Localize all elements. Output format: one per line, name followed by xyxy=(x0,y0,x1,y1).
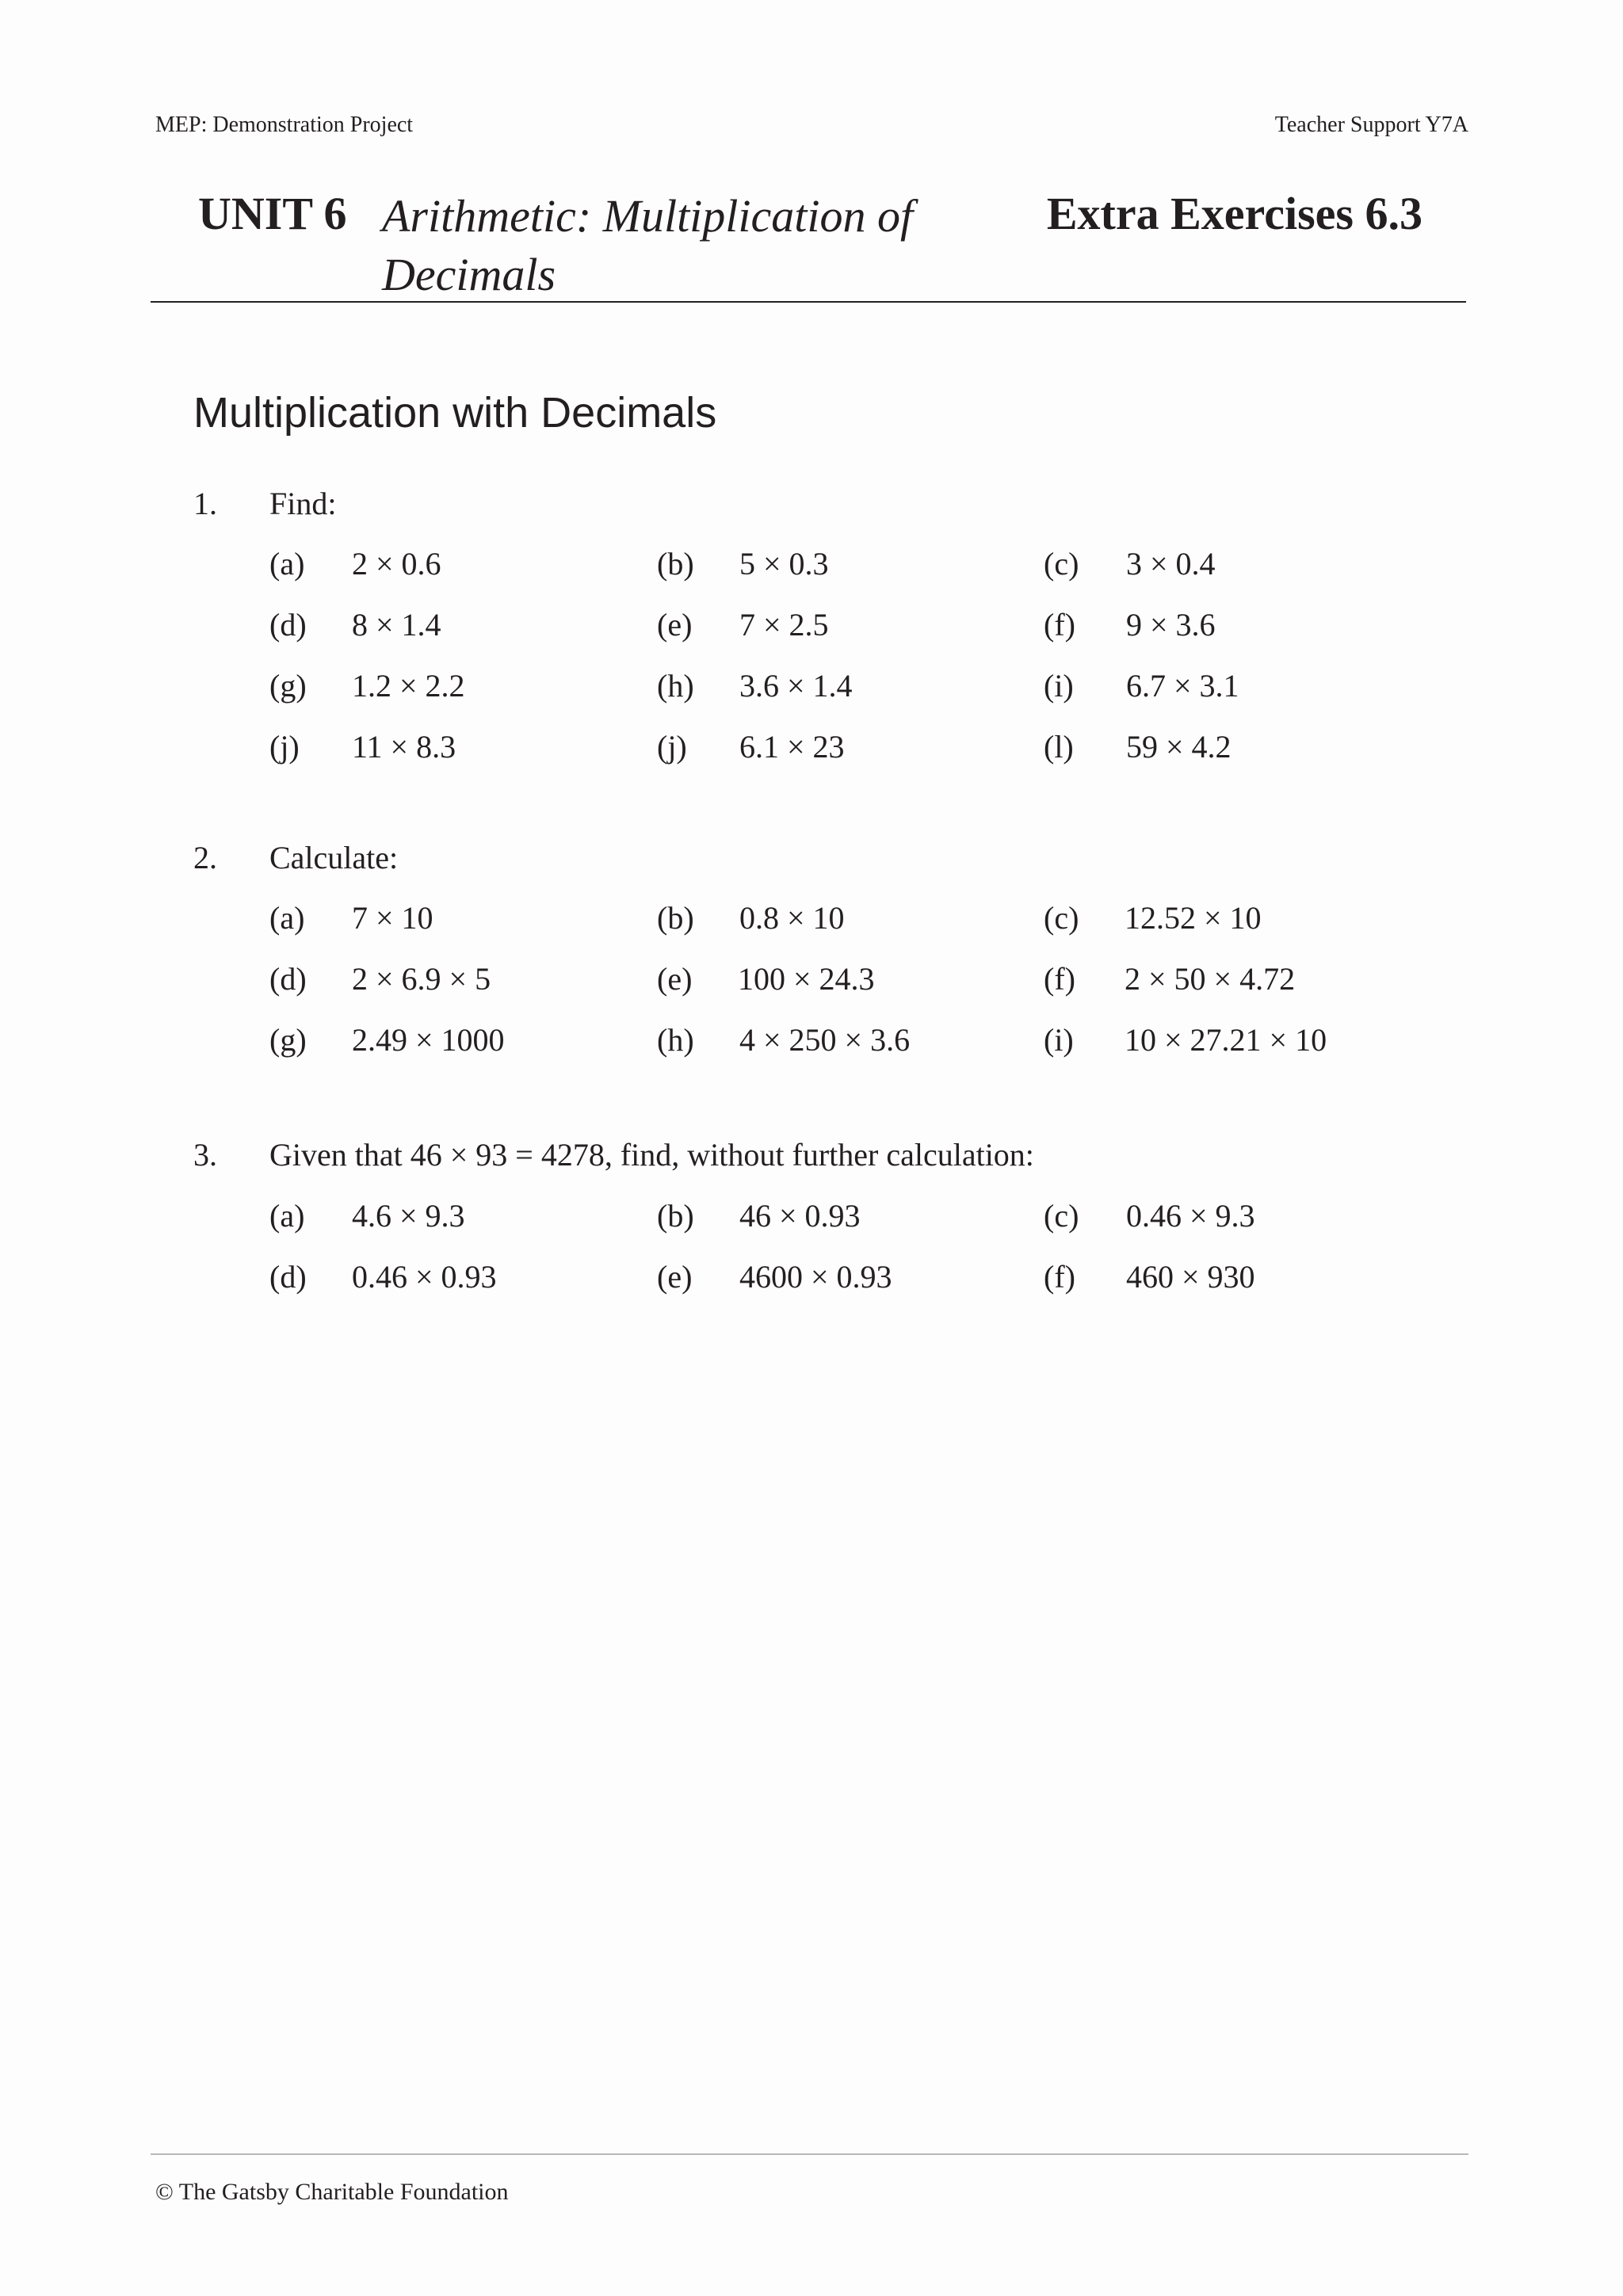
part-label: (b) xyxy=(657,900,694,936)
question-prompt: Given that 46 × 93 = 4278, find, without further calculation: xyxy=(269,1137,1034,1173)
title-divider xyxy=(151,301,1466,303)
footer-divider xyxy=(151,2153,1468,2155)
question-prompt: Find: xyxy=(269,486,337,521)
part-expression: 8 × 1.4 xyxy=(352,607,441,643)
part-expression: 12.52 × 10 xyxy=(1125,900,1262,936)
part-expression: 2.49 × 1000 xyxy=(352,1022,505,1058)
part-expression: 5 × 0.3 xyxy=(739,546,829,582)
exercise-title: Extra Exercises 6.3 xyxy=(1046,188,1423,239)
part-expression: 100 × 24.3 xyxy=(738,961,875,997)
part-expression: 7 × 2.5 xyxy=(739,607,829,643)
part-label: (c) xyxy=(1044,900,1079,936)
part-label: (h) xyxy=(657,1022,694,1058)
part-label: (j) xyxy=(269,729,300,765)
part-label: (c) xyxy=(1044,546,1079,582)
part-label: (d) xyxy=(269,961,307,997)
part-label: (f) xyxy=(1044,1259,1075,1295)
part-expression: 4.6 × 9.3 xyxy=(352,1198,465,1234)
part-expression: 4 × 250 × 3.6 xyxy=(739,1022,911,1058)
part-expression: 2 × 50 × 4.72 xyxy=(1125,961,1296,997)
part-expression: 2 × 0.6 xyxy=(352,546,441,582)
part-expression: 0.8 × 10 xyxy=(739,900,845,936)
part-expression: 7 × 10 xyxy=(352,900,433,936)
part-expression: 9 × 3.6 xyxy=(1126,607,1216,643)
part-label: (i) xyxy=(1044,1022,1074,1058)
part-label: (d) xyxy=(269,607,307,643)
footer-copyright: © The Gatsby Charitable Foundation xyxy=(155,2179,509,2205)
part-label: (g) xyxy=(269,668,307,704)
part-label: (e) xyxy=(657,1259,693,1295)
part-expression: 3.6 × 1.4 xyxy=(739,668,853,704)
part-expression: 6.7 × 3.1 xyxy=(1126,668,1239,704)
question-number: 3. xyxy=(193,1137,217,1173)
unit-topic-title: Arithmetic: Multiplication of Decimals xyxy=(382,190,914,300)
part-expression: 59 × 4.2 xyxy=(1126,729,1232,765)
running-header-left: MEP: Demonstration Project xyxy=(155,113,414,137)
part-label: (e) xyxy=(657,961,693,997)
part-label: (f) xyxy=(1044,607,1075,643)
part-label: (d) xyxy=(269,1259,307,1295)
part-label: (j) xyxy=(657,729,687,765)
part-label: (i) xyxy=(1044,668,1074,704)
part-expression: 11 × 8.3 xyxy=(352,729,456,765)
part-label: (l) xyxy=(1044,729,1074,765)
part-expression: 1.2 × 2.2 xyxy=(352,668,465,704)
part-label: (b) xyxy=(657,546,694,582)
part-expression: 2 × 6.9 × 5 xyxy=(352,961,491,997)
unit-label: UNIT 6 xyxy=(198,188,347,239)
part-label: (e) xyxy=(657,607,693,643)
question-number: 2. xyxy=(193,840,217,875)
part-label: (f) xyxy=(1044,961,1075,997)
part-expression: 0.46 × 9.3 xyxy=(1126,1198,1255,1234)
part-expression: 3 × 0.4 xyxy=(1126,546,1216,582)
part-expression: 4600 × 0.93 xyxy=(739,1259,892,1295)
part-label: (h) xyxy=(657,668,694,704)
part-expression: 10 × 27.21 × 10 xyxy=(1125,1022,1327,1058)
part-label: (g) xyxy=(269,1022,307,1058)
question-number: 1. xyxy=(193,486,217,521)
part-expression: 0.46 × 0.93 xyxy=(352,1259,497,1295)
part-expression: 460 × 930 xyxy=(1126,1259,1255,1295)
part-label: (c) xyxy=(1044,1198,1079,1234)
part-expression: 46 × 0.93 xyxy=(739,1198,861,1234)
part-expression: 6.1 × 23 xyxy=(739,729,845,765)
part-label: (a) xyxy=(269,546,305,582)
part-label: (a) xyxy=(269,900,305,936)
section-heading: Multiplication with Decimals xyxy=(193,389,717,437)
part-label: (a) xyxy=(269,1198,305,1234)
part-label: (b) xyxy=(657,1198,694,1234)
running-header-right: Teacher Support Y7A xyxy=(1274,113,1468,137)
question-prompt: Calculate: xyxy=(269,840,399,875)
